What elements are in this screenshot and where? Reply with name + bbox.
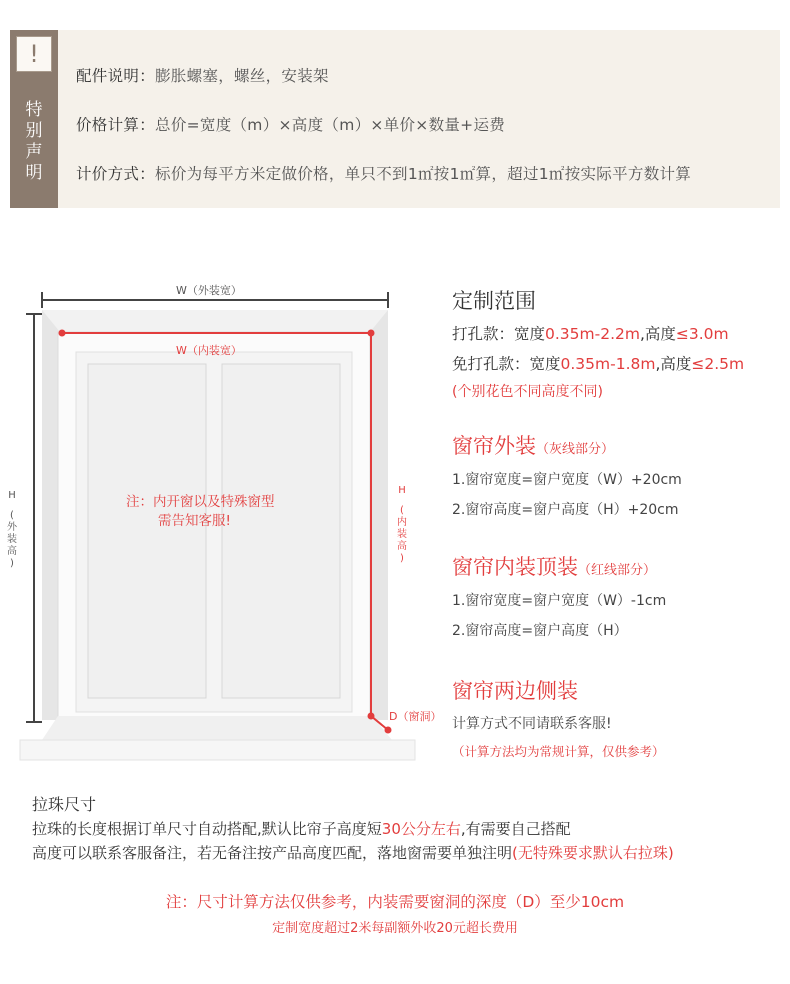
bead-line2: 高度可以联系客服备注，若无备注按产品高度匹配，落地窗需要单独注明(无特殊要求默认右拉珠) bbox=[32, 844, 674, 862]
side-install-title: 窗帘两边侧装 bbox=[452, 679, 578, 703]
side-install-disclaimer: （计算方法均为常规计算，仅供参考） bbox=[452, 744, 665, 759]
diagram-note-line1: 注：内开窗以及特殊窗型 bbox=[126, 494, 275, 510]
inner-height-label: H ( 内 装 高 ) bbox=[397, 485, 407, 564]
outer-install-width-formula: 1.窗帘宽度=窗户宽度（W）+20cm bbox=[452, 472, 682, 488]
bead-title: 拉珠尺寸 bbox=[32, 795, 97, 814]
no-punch-spec: 免打孔款：宽度0.35m-1.8m,高度≤2.5m bbox=[452, 355, 745, 373]
outer-height-label: H ( 外 装 高 ) bbox=[7, 490, 17, 569]
inner-install-width-formula: 1.窗帘宽度=窗户宽度（W）-1cm bbox=[452, 593, 667, 609]
inner-install-title: 窗帘内装顶装（红线部分） bbox=[452, 555, 657, 579]
notice-line-price-calc: 价格计算：总价=宽度（m）×高度（m）×单价×数量+运费 bbox=[76, 116, 506, 134]
notice-line-pricing-method: 计价方式：标价为每平方米定做价格，单只不到1㎡按1㎡算，超过1㎡按实际平方数计算 bbox=[76, 165, 692, 183]
notice-line-accessories: 配件说明：膨胀螺塞，螺丝，安装架 bbox=[76, 67, 329, 85]
punch-spec: 打孔款：宽度0.35m-2.2m,高度≤3.0m bbox=[452, 325, 729, 343]
outer-install-height-formula: 2.窗帘高度=窗户高度（H）+20cm bbox=[452, 502, 679, 518]
notice-tab-title: 特 别 声 明 bbox=[25, 100, 43, 183]
special-notice-panel bbox=[10, 30, 780, 208]
inner-width-label: W（内装宽） bbox=[176, 344, 242, 357]
custom-range-note: (个别花色不同高度不同) bbox=[452, 384, 603, 400]
diagram-note-line2: 需告知客服! bbox=[158, 513, 231, 529]
outer-install-title: 窗帘外装（灰线部分） bbox=[452, 434, 615, 458]
custom-range-title: 定制范围 bbox=[452, 289, 536, 313]
footer-extra-fee: 定制宽度超过2米每副额外收20元超长费用 bbox=[272, 921, 518, 936]
bead-line1: 拉珠的长度根据订单尺寸自动搭配,默认比帘子高度短30公分左右,有需要自己搭配 bbox=[32, 820, 571, 838]
window-measurement-diagram bbox=[0, 260, 440, 780]
footer-note: 注：尺寸计算方法仅供参考，内装需要窗洞的深度（D）至少10cm bbox=[165, 893, 625, 911]
inner-install-height-formula: 2.窗帘高度=窗户高度（H） bbox=[452, 623, 628, 639]
side-install-note: 计算方式不同请联系客服! bbox=[452, 716, 612, 732]
outer-width-label: W（外装宽） bbox=[176, 284, 242, 297]
exclamation-icon: ! bbox=[16, 36, 52, 72]
notice-tab bbox=[10, 30, 58, 208]
depth-label: D（窗洞） bbox=[389, 710, 442, 723]
